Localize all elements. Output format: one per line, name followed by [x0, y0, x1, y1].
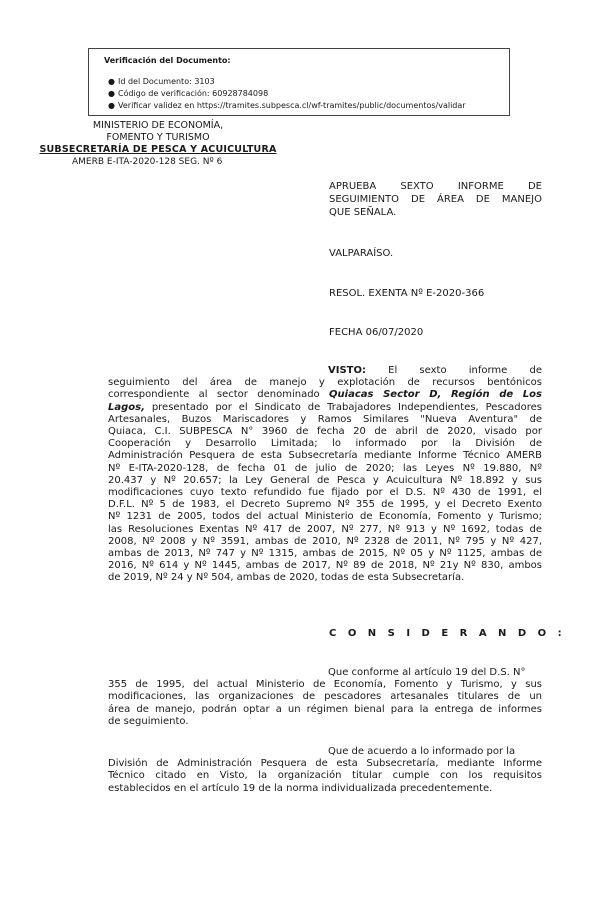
visto-line: 20.437 y Nº 20.657; la Ley General de Pesca y Acuicultura Nº 18.892 y sus: [108, 474, 542, 486]
considerando-line: Que conforme al artículo 19 del D.S. N°: [328, 667, 526, 678]
considerando-paragraph-2: [108, 746, 542, 795]
considerando-line: 355 de 1995, del actual Ministerio de Economía, Fomento y Turismo, y sus: [108, 679, 542, 691]
visto-line: correspondiente al sector denominado Quiacas Sector D, Región de Los: [108, 389, 542, 401]
subsecretaria-title: SUBSECRETARÍA DE PESCA Y ACUICULTURA: [39, 144, 277, 155]
considerando-line: de seguimiento.: [108, 715, 189, 727]
considerando-line: establecidos en el artículo 19 de la norma individualizada precedentemente.: [108, 782, 493, 794]
sector-name: Quiacas Sector D, Región de Los: [329, 389, 542, 401]
summary-line-3: QUE SEÑALA.: [329, 207, 397, 218]
ministry-header: [34, 120, 282, 156]
verification-item-url[interactable]: ● Verificar validez en https://tramites.subpesca.cl/wf-tramites/public/documentos/validar: [108, 101, 466, 110]
visto-label: VISTO:: [328, 365, 366, 376]
considerando-line: División de Administración Pesquera de esta Subsecretaría, mediante Informe: [108, 758, 542, 770]
ministry-line-2: FOMENTO Y TURISMO: [106, 132, 210, 143]
verification-title: Verificación del Documento:: [104, 56, 231, 65]
considerando-line: área de manejo, podrán optar a un régimen bienal para la entrega de informes: [108, 703, 542, 715]
visto-line: las Resoluciones Exentas Nº 417 de 2007, Nº 277, Nº 913 y Nº 1692, todas de: [108, 523, 542, 535]
verification-item-code: ● Código de verificación: 60928784098: [108, 89, 269, 98]
considerando-line: Que de acuerdo a lo informado por la: [328, 746, 516, 757]
resolution-number: RESOL. EXENTA Nº E-2020-366: [329, 288, 485, 299]
visto-line: Quiaca, C.I. SUBPESCA N° 3960 de fecha 20 de abril de 2020, visado por: [108, 426, 542, 438]
bullet-icon: ●: [108, 101, 115, 110]
considerando-line: Técnico citado en Visto, la organización titular cumple con los requisitos: [108, 770, 542, 782]
bullet-icon: ●: [108, 89, 115, 98]
bullet-icon: ●: [108, 77, 115, 86]
visto-line: 2016, Nº 614 y Nº 1445, ambas de 2017, Nº 89 de 2018, Nº 21y Nº 830, ambos: [108, 560, 542, 572]
visto-line: Nº 1231 de 2005, todos del actual Ministerio de Economía, Fomento y Turismo;: [108, 511, 542, 523]
visto-line: de 2019, Nº 24 y Nº 504, ambas de 2020, todas de esta Subsecretaría.: [108, 572, 465, 584]
visto-line: modificaciones cuyo texto refundido fue fijado por el D.S. Nº 430 de 1991, el: [108, 487, 542, 499]
visto-line: seguimiento del área de manejo y explotación de recursos bentónicos: [108, 377, 542, 389]
ministry-line-1: MINISTERIO DE ECONOMÍA,: [92, 120, 224, 131]
visto-line: D.F.L. Nº 5 de 1983, el Decreto Supremo Nº 355 de 1995, y el Decreto Exento: [108, 499, 542, 511]
amerb-reference: AMERB E-ITA-2020-128 SEG. Nº 6: [72, 157, 223, 167]
verification-list: [108, 76, 466, 112]
resolution-summary: [329, 180, 542, 219]
considerando-heading: C O N S I D E R A N D O :: [329, 628, 566, 639]
visto-line: 2008, Nº 2008 y Nº 3591, ambas de 2010, Nº 2328 de 2011, Nº 795 y Nº 427,: [108, 535, 542, 547]
place: VALPARAÍSO.: [329, 248, 394, 259]
summary-line-1: APRUEBA SEXTO INFORME DE: [329, 181, 542, 192]
considerando-paragraph-1: [108, 667, 542, 728]
visto-line-1: VISTO: El sexto informe de: [328, 365, 542, 376]
visto-line: Cooperación y Desarrollo Limitada; lo informado por la División de: [108, 438, 542, 450]
resolution-date: FECHA 06/07/2020: [329, 327, 424, 338]
visto-line: Artesanales, Buzos Mariscadores y Ramos Similares "Nueva Aventura" de: [108, 413, 542, 425]
summary-line-2: SEGUIMIENTO DE ÁREA DE MANEJO: [329, 194, 542, 205]
visto-paragraph: [108, 365, 542, 585]
visto-line: Administración Pesquera de esta Subsecretaría mediante Informe Técnico AMERB: [108, 450, 542, 462]
visto-line: ambas de 2013, Nº 747 y Nº 1315, ambas de 2015, Nº 05 y Nº 1125, ambas de: [108, 548, 542, 560]
considerando-line: modificaciones, las organizaciones de pescadores artesanales titulares de un: [108, 691, 542, 703]
verification-item-id: ● Id del Documento: 3103: [108, 77, 215, 86]
visto-line: Nº E-ITA-2020-128, de fecha 01 de julio de 2020; las Leyes Nº 19.880, Nº: [108, 462, 542, 474]
visto-line: Lagos, presentado por el Sindicato de Trabajadores Independientes, Pescadores: [108, 401, 543, 413]
